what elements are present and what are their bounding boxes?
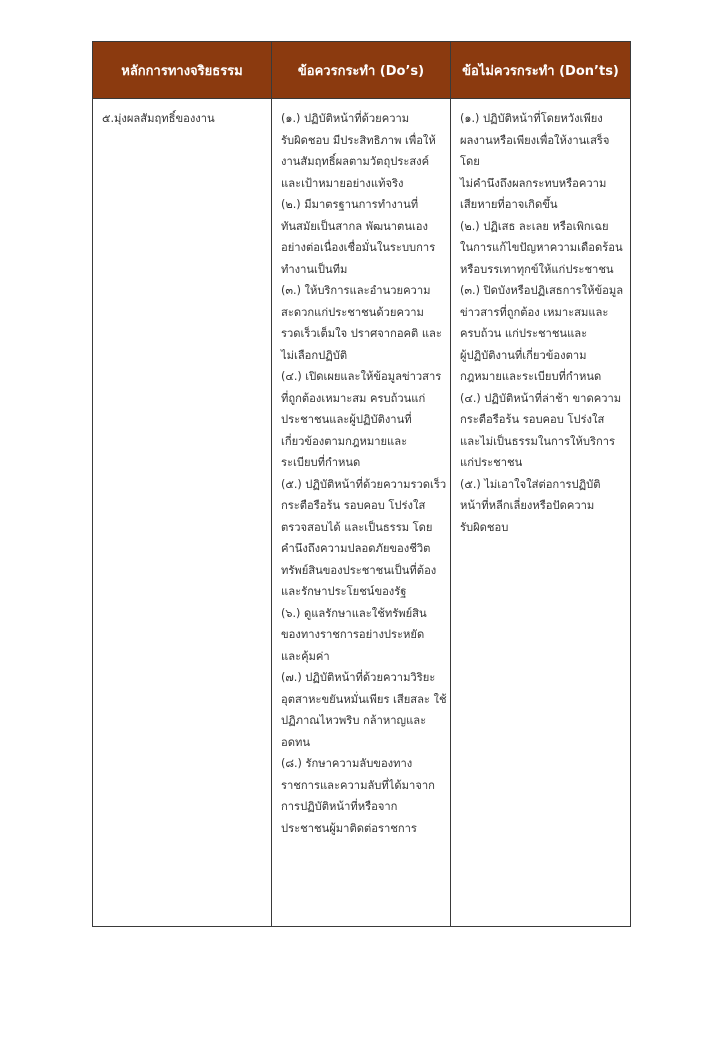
- dos-line: กระตือรือร้น รอบคอบ โปร่งใส: [281, 499, 426, 512]
- donts-line: กฎหมายและระเบียบที่กำหนด: [460, 370, 602, 383]
- dos-line: ของทางราชการอย่างประหยัด: [281, 628, 425, 641]
- donts-line: ผู้ปฏิบัติงานที่เกี่ยวข้องตาม: [460, 348, 587, 362]
- donts-line: (๕.) ไม่เอาใจใส่ต่อการปฏิบัติ: [460, 477, 601, 491]
- dos-line: (๓.) ให้บริการและอำนวยความ: [281, 284, 431, 297]
- donts-line: หน้าที่หลีกเลี่ยงหรือปัดความ: [460, 499, 595, 512]
- header-donts: ข้อไม่ควรกระทำ (Don’ts): [451, 42, 631, 99]
- dos-line: ประชาชนและผู้ปฏิบัติงานที่: [281, 413, 412, 426]
- dos-line: รวดเร็วเต็มใจ ปราศจากอคติ และ: [281, 327, 442, 340]
- dos-line: (๖.) ดูแลรักษาและใช้ทรัพย์สิน: [281, 606, 427, 620]
- dos-line: การปฏิบัติหน้าที่หรือจาก: [281, 800, 398, 813]
- dos-line: (๘.) รักษาความลับของทาง: [281, 757, 413, 770]
- donts-line: ในการแก้ไขปัญหาความเดือดร้อน: [460, 241, 623, 254]
- donts-line: เสียหายที่อาจเกิดขึ้น: [460, 198, 558, 211]
- header-row: [93, 42, 631, 99]
- dos-line: รับผิดชอบ มีประสิทธิภาพ เพื่อให้: [281, 133, 436, 147]
- dos-line: ทรัพย์สินของประชาชนเป็นที่ต้อง: [281, 563, 437, 577]
- donts-line: (๑.) ปฏิบัติหน้าที่โดยหวังเพียง: [460, 112, 603, 125]
- donts-line: รับผิดชอบ: [460, 520, 509, 534]
- dos-line: ทำงานเป็นทีม: [281, 262, 348, 276]
- dos-line: ราชการและความลับที่ได้มาจาก: [281, 778, 435, 792]
- dos-line: ไม่เลือกปฏิบัติ: [281, 348, 348, 362]
- dos-line: เกี่ยวข้องตามกฎหมายและ: [281, 434, 408, 448]
- dos-line: และเป้าหมายอย่างแท้จริง: [281, 176, 404, 190]
- dos-line: อดทน: [281, 735, 311, 749]
- donts-line: ไม่คำนึงถึงผลกระทบหรือความ: [460, 176, 607, 190]
- principle-cell: [93, 99, 272, 927]
- donts-line: ผลงานหรือเพียงเพื่อให้งานเสร็จ: [460, 133, 610, 147]
- dos-line: ระเบียบที่กำหนด: [281, 456, 361, 469]
- header-principle: หลักการทางจริยธรรม: [93, 42, 272, 99]
- dos-line: ทันสมัยเป็นสากล พัฒนาตนเอง: [281, 219, 428, 233]
- dos-line: (๑.) ปฏิบัติหน้าที่ด้วยความ: [281, 112, 410, 125]
- dos-line: ที่ถูกต้องเหมาะสม ครบถ้วนแก่: [281, 391, 426, 405]
- dos-line: ประชาชนผู้มาติดต่อราชการ: [281, 821, 417, 835]
- donts-line: (๒.) ปฏิเสธ ละเลย หรือเพิกเฉย: [460, 219, 609, 233]
- dos-line: และรักษาประโยชน์ของรัฐ: [281, 585, 407, 598]
- principle-text: ๕.มุ่งผลสัมฤทธิ์ของงาน: [102, 112, 215, 125]
- dos-line: งานสัมฤทธิ์ผลตามวัตถุประสงค์: [281, 155, 430, 168]
- dos-line: อุตสาหะขยันหมั่นเพียร เสียสละ ใช้: [281, 692, 447, 706]
- ethics-table: [92, 41, 631, 927]
- donts-line: และไม่เป็นธรรมในการให้บริการ: [460, 434, 616, 448]
- dos-line: (๔.) เปิดเผยและให้ข้อมูลข่าวสาร: [281, 370, 442, 383]
- donts-cell: [451, 99, 631, 927]
- donts-line: ข่าวสารที่ถูกต้อง เหมาะสมและ: [460, 305, 609, 319]
- dos-cell: [272, 99, 451, 927]
- dos-line: (๗.) ปฏิบัติหน้าที่ด้วยความวิริยะ: [281, 671, 436, 684]
- donts-line: กระตือรือร้น รอบคอบ โปร่งใส: [460, 413, 605, 426]
- dos-line: ปฏิภาณไหวพริบ กล้าหาญและ: [281, 714, 427, 727]
- dos-line: (๕.) ปฏิบัติหน้าที่ด้วยความรวดเร็ว: [281, 477, 447, 491]
- dos-line: คำนึงถึงความปลอดภัยของชีวิต: [281, 542, 431, 555]
- donts-line: ครบถ้วน แก่ประชาชนและ: [460, 327, 588, 340]
- table-row: [93, 99, 631, 927]
- header-dos: ข้อควรกระทำ (Do’s): [272, 42, 451, 99]
- dos-line: (๒.) มีมาตรฐานการทำงานที่: [281, 198, 419, 211]
- dos-line: อย่างต่อเนื่องเชื่อมั่นในระบบการ: [281, 241, 436, 254]
- donts-line: โดย: [460, 155, 480, 168]
- dos-line: ตรวจสอบได้ และเป็นธรรม โดย: [281, 520, 433, 534]
- donts-line: (๓.) ปิดบังหรือปฏิเสธการให้ข้อมูล: [460, 284, 624, 297]
- donts-line: แก่ประชาชน: [460, 456, 523, 469]
- dos-line: และคุ้มค่า: [281, 649, 330, 663]
- donts-line: หรือบรรเทาทุกข์ให้แก่ประชาชน: [460, 262, 614, 276]
- dos-line: สะดวกแก่ประชาชนด้วยความ: [281, 305, 424, 319]
- donts-line: (๔.) ปฏิบัติหน้าที่ล่าช้า ขาดความ: [460, 391, 622, 405]
